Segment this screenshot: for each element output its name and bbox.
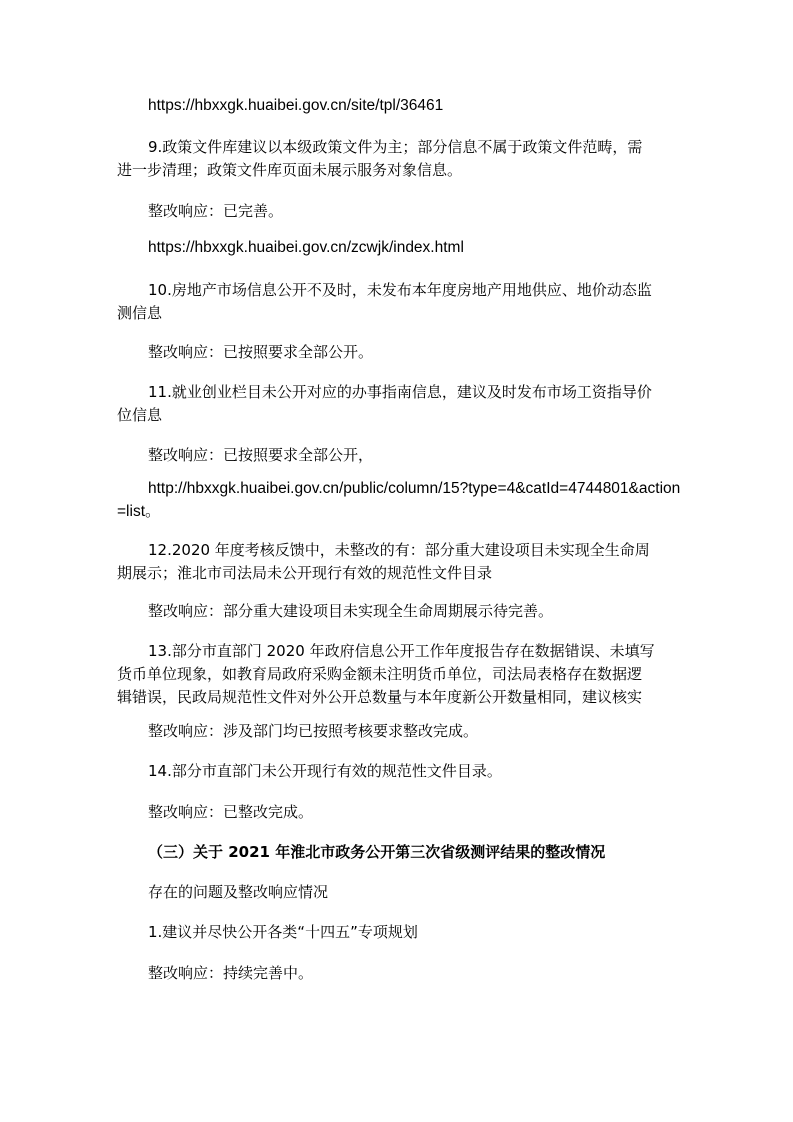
item-13-line-3: 辑错误，民政局规范性文件对外公开总数量与本年度新公开数量相同，建议核实 — [117, 688, 643, 706]
section-3-intro: 存在的问题及整改响应情况 — [148, 883, 329, 901]
item-12-line-2: 期展示；淮北市司法局未公开现行有效的规范性文件目录 — [117, 564, 493, 582]
response-9: 整改响应：已完善。 — [148, 202, 284, 220]
item-10-line-1: 10.房地产市场信息公开不及时，未发布本年度房地产用地供应、地价动态监 — [148, 281, 652, 299]
section-3-response-1: 整改响应：持续完善中。 — [148, 964, 314, 982]
section-3-item-1: 1.建议并尽快公开各类“十四五”专项规划 — [148, 923, 418, 941]
response-13: 整改响应：涉及部门均已按照考核要求整改完成。 — [148, 722, 479, 740]
item-11-line-1: 11.就业创业栏目未公开对应的办事指南信息，建议及时发布市场工资指导价 — [148, 383, 652, 401]
item-14: 14.部分市直部门未公开现行有效的规范性文件目录。 — [148, 762, 502, 780]
column-15-url-link-line-1[interactable]: http://hbxxgk.huaibei.gov.cn/public/column/15?type=4&catId=4744801&action — [148, 480, 681, 497]
section-3-heading: （三）关于 2021 年淮北市政务公开第三次省级测评结果的整改情况 — [148, 843, 606, 861]
response-11: 整改响应：已按照要求全部公开， — [148, 446, 374, 464]
item-10-line-2: 测信息 — [117, 304, 163, 322]
response-14: 整改响应：已整改完成。 — [148, 803, 314, 821]
policy-url-link[interactable]: https://hbxxgk.huaibei.gov.cn/site/tpl/36461 — [148, 97, 444, 114]
response-12: 整改响应：部分重大建设项目未实现全生命周期展示待完善。 — [148, 602, 554, 620]
item-12-line-1: 12.2020 年度考核反馈中，未整改的有：部分重大建设项目未实现全生命周 — [148, 541, 650, 559]
policy-library-url-link[interactable]: https://hbxxgk.huaibei.gov.cn/zcwjk/index.html — [148, 239, 464, 256]
item-11-line-2: 位信息 — [117, 406, 163, 424]
column-15-url-link-line-2[interactable]: =list。 — [117, 503, 161, 520]
item-9-line-2: 进一步清理；政策文件库页面未展示服务对象信息。 — [117, 161, 463, 179]
item-9-line-1: 9.政策文件库建议以本级政策文件为主；部分信息不属于政策文件范畴，需 — [148, 138, 643, 156]
response-10: 整改响应：已按照要求全部公开。 — [148, 343, 374, 361]
item-13-line-1: 13.部分市直部门 2020 年政府信息公开工作年度报告存在数据错误、未填写 — [148, 642, 655, 660]
item-13-line-2: 货币单位现象，如教育局政府采购金额未注明货币单位，司法局表格存在数据逻 — [117, 665, 643, 683]
